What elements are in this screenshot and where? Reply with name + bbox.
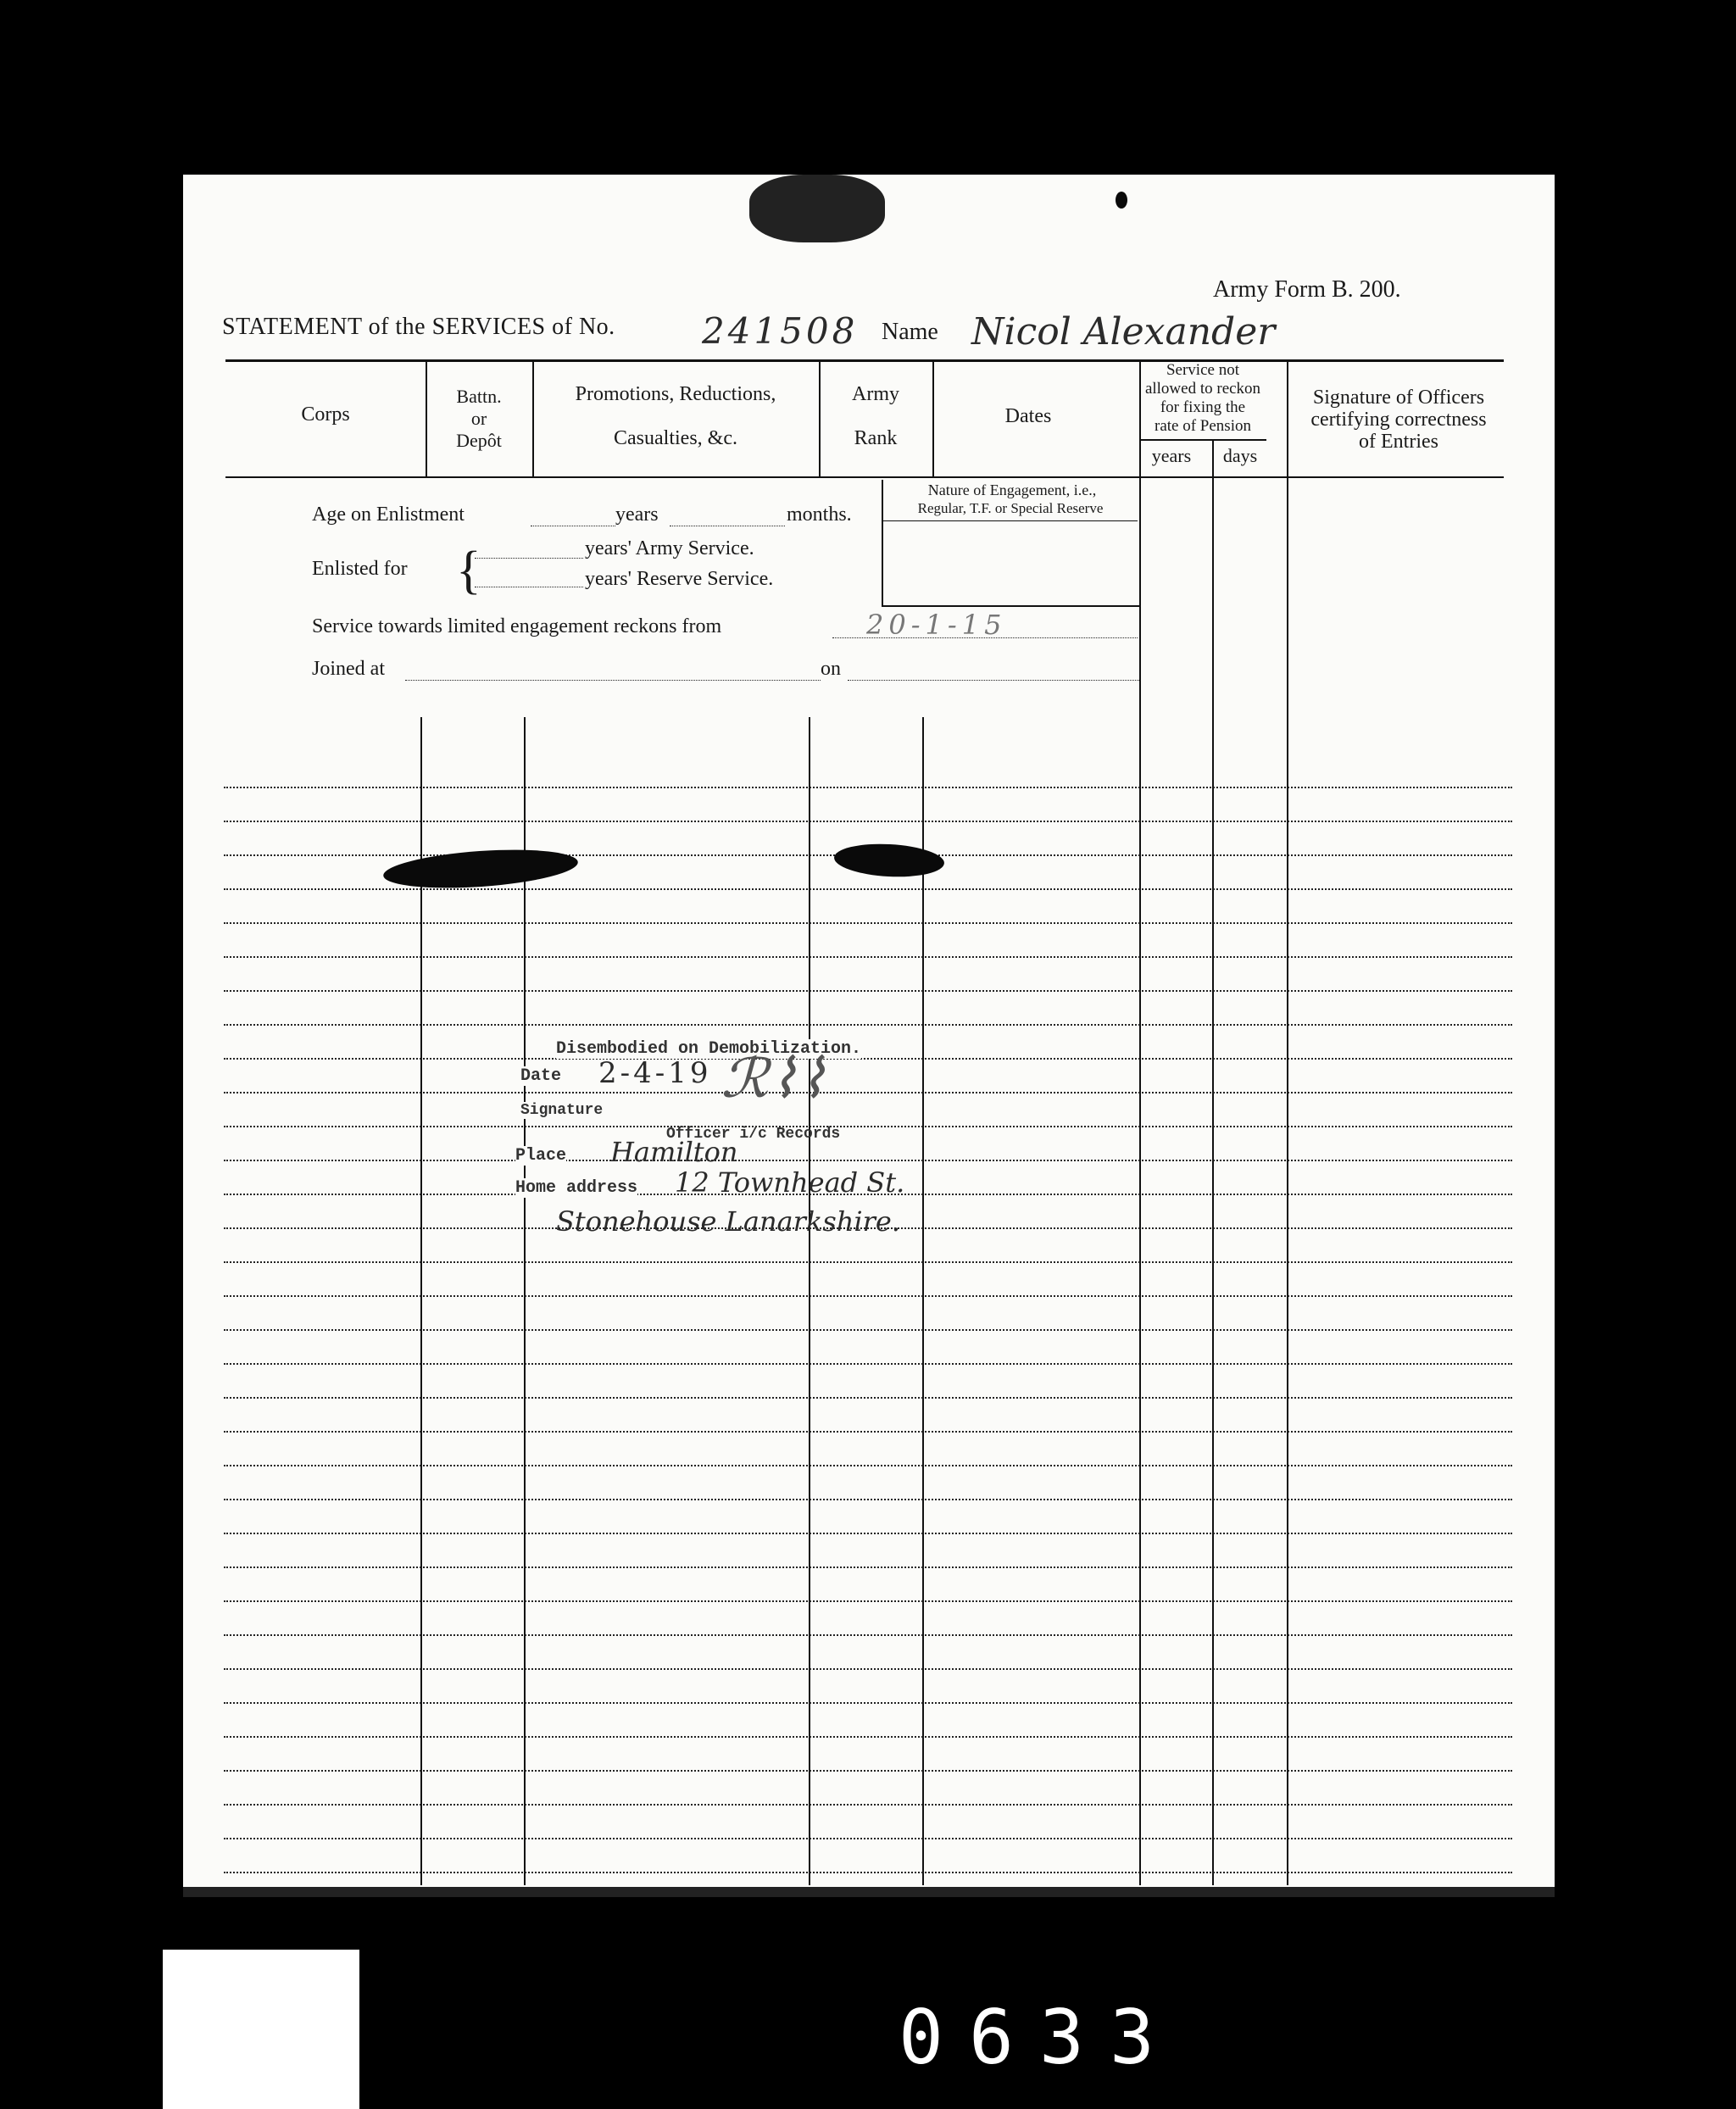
header-divider — [819, 359, 821, 476]
ledger-row — [224, 821, 1512, 822]
ledger-row — [224, 1126, 1512, 1127]
col-battn-3: Depôt — [456, 430, 502, 451]
ledger-row — [224, 1431, 1512, 1433]
col-service-not-3: for fixing the — [1160, 398, 1246, 416]
ledger-row — [224, 1024, 1512, 1026]
col-battn-1: Battn. — [456, 386, 502, 407]
ledger-row — [224, 1702, 1512, 1704]
nature-of-engagement-underline — [883, 520, 1138, 521]
ledger-row — [224, 1329, 1512, 1331]
ledger-row — [224, 1634, 1512, 1636]
ledger-row — [224, 1261, 1512, 1263]
stamp-address-line1: 12 Townhead St. — [675, 1166, 905, 1199]
ledger-row — [224, 1566, 1512, 1568]
col-years: years — [1151, 445, 1192, 466]
reference-number: 0633 — [899, 1994, 1180, 2081]
header-bottom-rule — [225, 476, 1504, 478]
service-not-underline — [1141, 439, 1266, 441]
ledger-row — [224, 787, 1512, 788]
joined-on-blank — [848, 680, 1139, 681]
col-corps: Corps — [301, 403, 350, 426]
ink-blot — [382, 844, 579, 893]
name-label: Name — [882, 319, 938, 345]
ledger-row — [224, 990, 1512, 992]
nature-of-engagement-label-1: Nature of Engagement, i.e., — [927, 481, 1097, 498]
body-line-battn — [524, 717, 526, 1885]
joined-at-blank — [405, 680, 821, 681]
stamp-heading: Disembodied on Demobilization. — [556, 1039, 862, 1059]
col-battn-2: or — [470, 408, 487, 429]
stamp-place-label: Place — [515, 1146, 567, 1166]
col-line-signature — [1287, 359, 1288, 1885]
ledger-row — [224, 1499, 1512, 1500]
stamp-date-value: 2-4-19 — [598, 1056, 712, 1090]
col-promotions-2: Casualties, &c. — [614, 427, 737, 449]
ledger-row — [224, 1397, 1512, 1399]
stamp-place-value: Hamilton — [610, 1136, 738, 1168]
ledger-row — [224, 1804, 1512, 1806]
limited-engagement-value: 20-1-15 — [866, 609, 1007, 641]
ledger-row — [224, 1092, 1512, 1093]
ledger-row — [224, 1465, 1512, 1466]
name-value: Nicol Alexander — [971, 310, 1276, 353]
ledger-row — [224, 1363, 1512, 1365]
header-top-rule — [225, 359, 1504, 362]
months-label: months. — [787, 504, 852, 526]
ledger-row — [224, 1600, 1512, 1602]
brace: { — [456, 542, 481, 599]
service-number: 241508 — [702, 310, 859, 352]
enlisted-label: Enlisted for — [312, 558, 408, 580]
ink-blot — [833, 842, 945, 880]
stamp-officer-label: Officer i/c Records — [666, 1126, 841, 1143]
on-label: on — [821, 658, 841, 680]
army-years-blank — [475, 558, 583, 559]
ledger-row — [224, 1838, 1512, 1839]
ledger-row — [224, 1668, 1512, 1670]
ledger-row — [224, 1160, 1512, 1161]
ledger-row — [224, 1295, 1512, 1297]
ledger-row — [224, 1533, 1512, 1534]
service-record-sheet — [183, 175, 1555, 1897]
reserve-service-label: years' Reserve Service. — [585, 568, 774, 590]
ledger-row — [224, 1058, 1512, 1060]
age-label: Age on Enlistment — [312, 504, 465, 526]
col-service-not-2: allowed to reckon — [1144, 380, 1261, 398]
stamp-address-line2: Stonehouse Lanarkshire. — [556, 1205, 900, 1238]
col-rank-2: Rank — [854, 427, 898, 449]
col-service-not-1: Service not — [1166, 361, 1239, 379]
header-divider — [532, 359, 534, 476]
col-signature-3: of Entries — [1359, 431, 1438, 453]
stamp-date-label: Date — [520, 1066, 562, 1086]
archive-label-card — [163, 1950, 359, 2109]
body-line-corps — [420, 717, 422, 1885]
body-line-rank — [922, 717, 924, 1885]
col-signature-2: certifying correctness — [1310, 409, 1487, 431]
torn-edge — [183, 1887, 1555, 1897]
col-promotions-1: Promotions, Reductions, — [575, 383, 776, 405]
col-service-not-4: rate of Pension — [1155, 417, 1251, 435]
ledger-row — [224, 1736, 1512, 1738]
stamp-signature-label: Signature — [520, 1102, 604, 1119]
years-label: years — [615, 504, 659, 526]
col-dates: Dates — [1004, 405, 1052, 427]
form-number: Army Form B. 200. — [1213, 276, 1401, 303]
army-service-label: years' Army Service. — [585, 537, 754, 559]
stamp-address-label: Home address — [515, 1178, 638, 1198]
stamp-signature: ℛ⌇⌇ — [721, 1048, 827, 1110]
ledger-row — [224, 1872, 1512, 1873]
nature-of-engagement-label-2: Regular, T.F. or Special Reserve — [917, 500, 1104, 516]
body-line-promotions — [809, 717, 810, 1885]
col-signature-1: Signature of Officers — [1312, 387, 1485, 409]
joined-label: Joined at — [312, 658, 385, 680]
col-rank-1: Army — [852, 383, 899, 405]
ledger-row — [224, 888, 1512, 890]
binding-stain — [749, 175, 885, 242]
ledger-row — [224, 922, 1512, 924]
ledger-row — [224, 956, 1512, 958]
limited-engagement-label: Service towards limited engagement reckons from — [312, 615, 722, 637]
ink-dot — [1116, 192, 1127, 209]
form-title: STATEMENT of the SERVICES of No. — [222, 314, 615, 340]
col-days: days — [1222, 445, 1258, 466]
ledger-row — [224, 1770, 1512, 1772]
